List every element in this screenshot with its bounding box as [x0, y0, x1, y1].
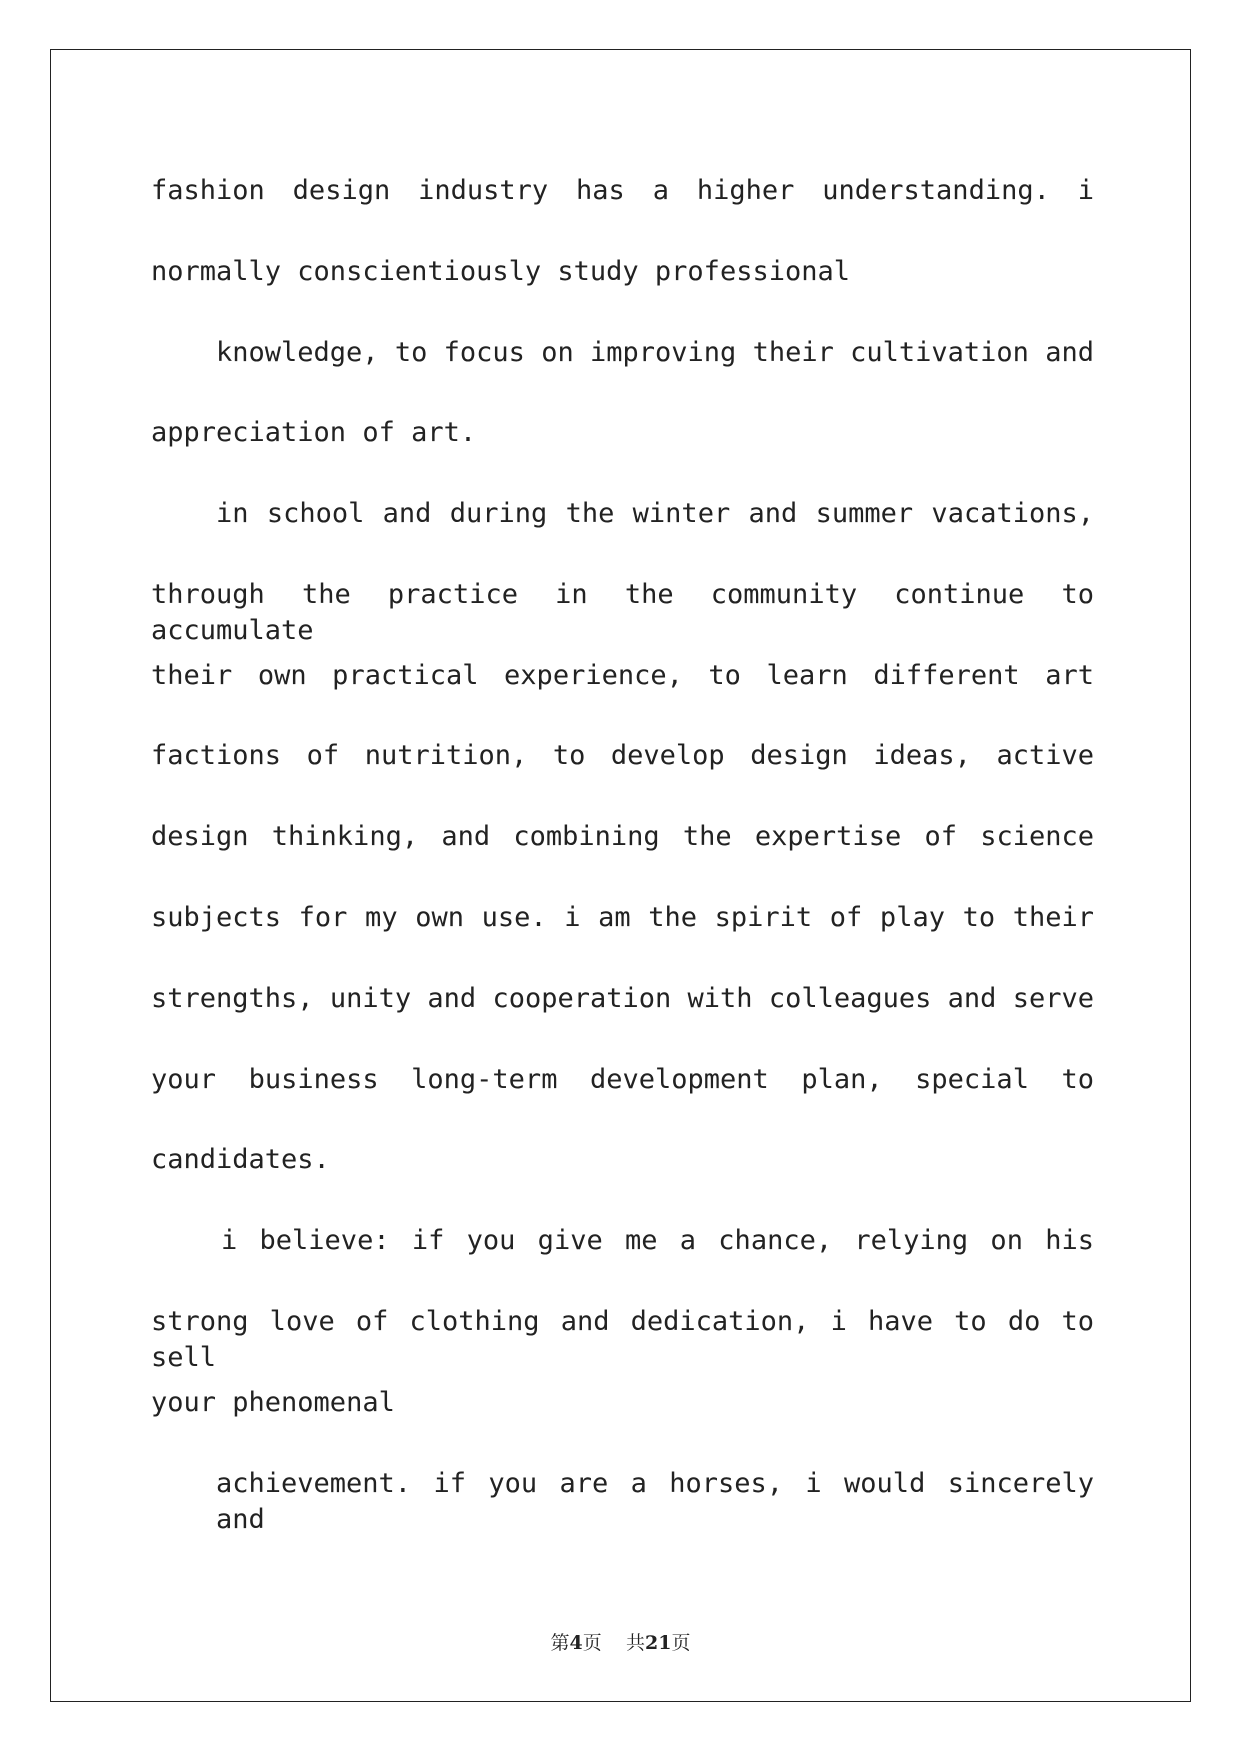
text-line: i believe: if you give me a chance, relying on his	[221, 1225, 1094, 1256]
text-line: their own practical experience, to learn different art	[151, 660, 1094, 691]
text-line: through the practice in the community continue to accumulate	[151, 579, 1094, 646]
text-line: strong love of clothing and dedication, i have to do to sell	[151, 1306, 1094, 1373]
text-line: strengths, unity and cooperation with colleagues and serve	[151, 983, 1094, 1014]
text-line: knowledge, to focus on improving their cultivation and	[216, 337, 1094, 368]
footer-prefix: 第	[550, 1632, 570, 1654]
text-line: fashion design industry has a higher understanding. i	[151, 175, 1094, 206]
text-line: design thinking, and combining the expertise of science	[151, 821, 1094, 852]
text-line: subjects for my own use. i am the spirit of play to their	[151, 902, 1094, 933]
text-line: appreciation of art.	[151, 417, 477, 448]
text-line: in school and during the winter and summer vacations,	[216, 498, 1094, 529]
text-line: achievement. if you are a horses, i would sincerely and	[216, 1468, 1094, 1535]
footer-total-suffix: 页	[671, 1632, 691, 1654]
page-footer	[0, 1628, 1241, 1655]
footer-total-prefix: 共	[625, 1632, 645, 1654]
text-line: candidates.	[151, 1144, 330, 1175]
footer-page-suffix: 页	[582, 1632, 602, 1654]
text-line: your business long-term development plan, special to	[151, 1064, 1094, 1095]
page-frame	[50, 49, 1191, 1702]
text-line: your phenomenal	[151, 1387, 395, 1418]
text-line: factions of nutrition, to develop design ideas, active	[151, 740, 1094, 771]
page-number: 4	[569, 1632, 583, 1654]
text-line: normally conscientiously study professional	[151, 256, 850, 287]
total-pages: 21	[644, 1632, 672, 1654]
